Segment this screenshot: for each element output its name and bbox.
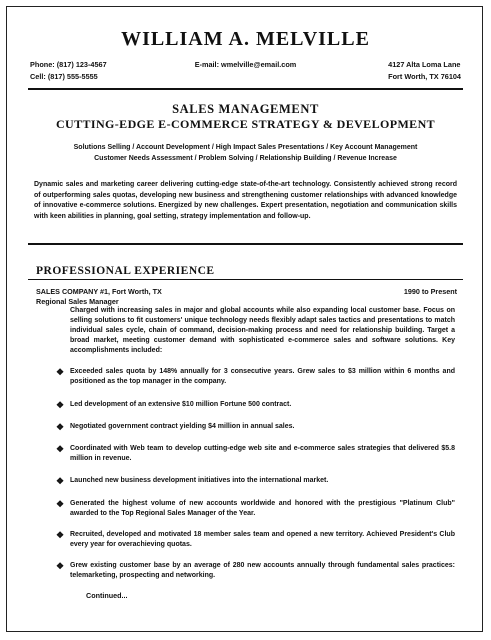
- accomplishment-item: ❖ Launched new business development initiatives into the international market.: [56, 476, 329, 486]
- cell: Cell: (817) 555-5555: [30, 72, 98, 81]
- core-skills: [34, 142, 457, 164]
- summary-paragraph: Dynamic sales and marketing career delivering cutting-edge state-of-the-art technology. Consistently achieved strong record of outperforming sales quotas, developing new business and strengthening customer relationships with advanced knowledge of innovative e-commerce solutions. Energized by new challenges. Expert presentation, negotiation and communication skills with keen abilities in planning, goal setting, strategy implementation and follow-up.: [34, 181, 457, 220]
- accomplishment-item: ❖ Led development of an extensive $10 million Fortune 500 contract.: [56, 400, 292, 410]
- bullet-icon: ❖: [56, 444, 65, 454]
- bullet-icon: ❖: [56, 561, 65, 571]
- summary-divider: [28, 243, 463, 245]
- job-title: Regional Sales Manager: [36, 297, 119, 306]
- accomplishment-item: ❖ Coordinated with Web team to develop cutting-edge web site and e-commerce sales strategies that delivered $5.8 million in revenue.: [56, 444, 455, 462]
- company-line: SALES COMPANY #1, Fort Worth, TX: [36, 287, 162, 296]
- header-divider: [28, 88, 463, 90]
- bullet-icon: ❖: [56, 422, 65, 432]
- section-underline: [28, 279, 463, 280]
- candidate-name: WILLIAM A. MELVILLE: [121, 28, 370, 50]
- accomplishment-item: ❖ Generated the highest volume of new accounts worldwide and honored with the prestigious "Platinum Club" awarded to the Top Regional Sales Manager of the Year.: [56, 499, 455, 517]
- section-heading-experience: PROFESSIONAL EXPERIENCE: [36, 265, 215, 277]
- bullet-icon: ❖: [56, 499, 65, 509]
- headline-subtitle: CUTTING-EDGE E-COMMERCE STRATEGY & DEVELOPMENT: [55, 117, 436, 131]
- employment-dates: 1990 to Present: [403, 287, 457, 296]
- continued-note: Continued...: [86, 591, 128, 600]
- headline-title: SALES MANAGEMENT: [172, 102, 319, 116]
- address-line-2: Fort Worth, TX 76104: [388, 72, 461, 81]
- bullet-icon: ❖: [56, 476, 65, 486]
- contact-address: [388, 59, 461, 83]
- bullet-icon: ❖: [56, 400, 65, 410]
- email: E-mail: wmelville@email.com: [194, 60, 297, 69]
- bullet-icon: ❖: [56, 530, 65, 540]
- phone: Phone: (817) 123-4567: [30, 60, 107, 69]
- skills-line-2: Customer Needs Assessment / Problem Solving / Relationship Building / Revenue Increase: [94, 155, 397, 162]
- bullet-icon: ❖: [56, 367, 65, 377]
- skills-line-1: Solutions Selling / Account Development / High Impact Sales Presentations / Key Account Management: [73, 144, 418, 151]
- accomplishment-item: ❖ Grew existing customer base by an average of 280 new accounts annually through fundamental sales practices: telemarketing, prospecting and networking.: [56, 561, 455, 579]
- address-line-1: 4127 Alta Loma Lane: [388, 60, 461, 69]
- accomplishment-item: ❖ Exceeded sales quota by 148% annually for 3 consecutive years. Grew sales to $3 million within 6 months and positioned as the top manager in the company.: [56, 367, 455, 385]
- role-description: Charged with increasing sales in major and global accounts while also expanding local customer base. Focus on selling solutions to fit customers' unique technology needs flexibly adapt sales tactics and presentations to match individual sales cycle, chain of command, decision-making process and need for relationship building. Target a broad market, meeting customer demand with sophisticated e-commerce sales and software solutions. Key accomplishments included:: [70, 307, 455, 354]
- accomplishment-item: ❖ Negotiated government contract yielding $4 million in annual sales.: [56, 422, 295, 432]
- accomplishment-item: ❖ Recruited, developed and motivated 18 member sales team and opened a new territory. Achieved President's Club every year for overachieving quotas.: [56, 530, 455, 548]
